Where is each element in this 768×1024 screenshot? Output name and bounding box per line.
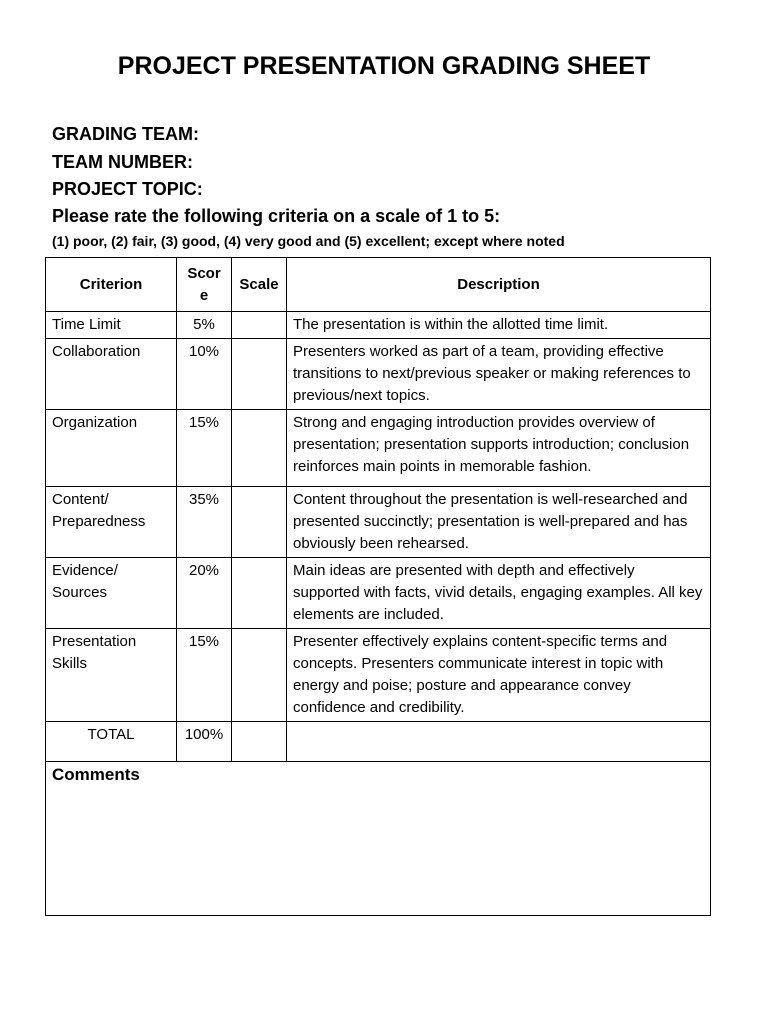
header-criterion: Criterion xyxy=(46,258,177,312)
table-row xyxy=(46,410,711,487)
project-topic-label: PROJECT TOPIC: xyxy=(52,179,203,199)
total-row xyxy=(46,722,711,762)
score-cell: 5% xyxy=(177,312,232,339)
description-cell: Presenters worked as part of a team, providing effective transitions to next/previous speaker or making references to previous/next topics. xyxy=(287,339,711,410)
criterion-line2: Preparedness xyxy=(52,513,146,530)
description-cell: Strong and engaging introduction provides overview of presentation; presentation supports introduction; conclusion reinforces main points in memorable fashion. xyxy=(287,410,711,487)
criterion-line1: Evidence/ xyxy=(52,562,118,579)
header-score xyxy=(177,258,232,312)
header-score-line1: Scor xyxy=(187,264,221,282)
criterion-cell: Time Limit xyxy=(46,312,177,339)
scale-input-cell[interactable] xyxy=(232,410,287,487)
criterion-line1: Content/ xyxy=(52,491,109,508)
scale-input-cell[interactable] xyxy=(232,487,287,558)
criterion-cell: Organization xyxy=(46,410,177,487)
description-cell: The presentation is within the allotted time limit. xyxy=(287,312,711,339)
header-scale: Scale xyxy=(232,258,287,312)
grading-table xyxy=(45,257,711,916)
grading-team-label: GRADING TEAM: xyxy=(52,124,199,144)
table-row xyxy=(46,629,711,722)
criterion-cell xyxy=(46,487,177,558)
total-description-cell xyxy=(287,722,711,762)
comments-label: Comments xyxy=(52,765,140,784)
score-cell: 20% xyxy=(177,558,232,629)
score-cell: 35% xyxy=(177,487,232,558)
description-cell: Main ideas are presented with depth and effectively supported with facts, vivid details, engaging examples. All key elements are included. xyxy=(287,558,711,629)
criterion-line2: Skills xyxy=(52,655,88,672)
description-cell: Content throughout the presentation is well-researched and presented succinctly; presentation is well-prepared and has obviously been rehearsed. xyxy=(287,487,711,558)
team-number-label: TEAM NUMBER: xyxy=(52,152,193,172)
comments-row xyxy=(46,762,711,916)
total-score: 100% xyxy=(177,722,232,762)
table-row xyxy=(46,558,711,629)
header-score-line2: e xyxy=(199,286,209,304)
header-description: Description xyxy=(287,258,711,312)
total-scale-input-cell[interactable] xyxy=(232,722,287,762)
scale-input-cell[interactable] xyxy=(232,629,287,722)
table-row xyxy=(46,487,711,558)
criterion-cell: Collaboration xyxy=(46,339,177,410)
table-header-row xyxy=(46,258,711,312)
scale-input-cell[interactable] xyxy=(232,339,287,410)
criterion-cell xyxy=(46,629,177,722)
total-label: TOTAL xyxy=(46,722,177,762)
score-cell: 15% xyxy=(177,629,232,722)
scale-input-cell[interactable] xyxy=(232,312,287,339)
criterion-line1: Presentation xyxy=(52,633,137,650)
score-cell: 10% xyxy=(177,339,232,410)
table-row xyxy=(46,312,711,339)
score-cell: 15% xyxy=(177,410,232,487)
criterion-cell xyxy=(46,558,177,629)
description-cell: Presenter effectively explains content-specific terms and concepts. Presenters communicate interest in topic with energy and poise; posture and appearance convey confidence and credibility. xyxy=(287,629,711,722)
scale-input-cell[interactable] xyxy=(232,558,287,629)
rating-scale-note: (1) poor, (2) fair, (3) good, (4) very good and (5) excellent; except where noted xyxy=(52,233,565,249)
page-title: PROJECT PRESENTATION GRADING SHEET xyxy=(117,52,651,80)
criterion-line2: Sources xyxy=(52,584,108,601)
table-row xyxy=(46,339,711,410)
rating-instruction: Please rate the following criteria on a scale of 1 to 5: xyxy=(52,206,501,226)
comments-cell[interactable] xyxy=(46,762,711,916)
